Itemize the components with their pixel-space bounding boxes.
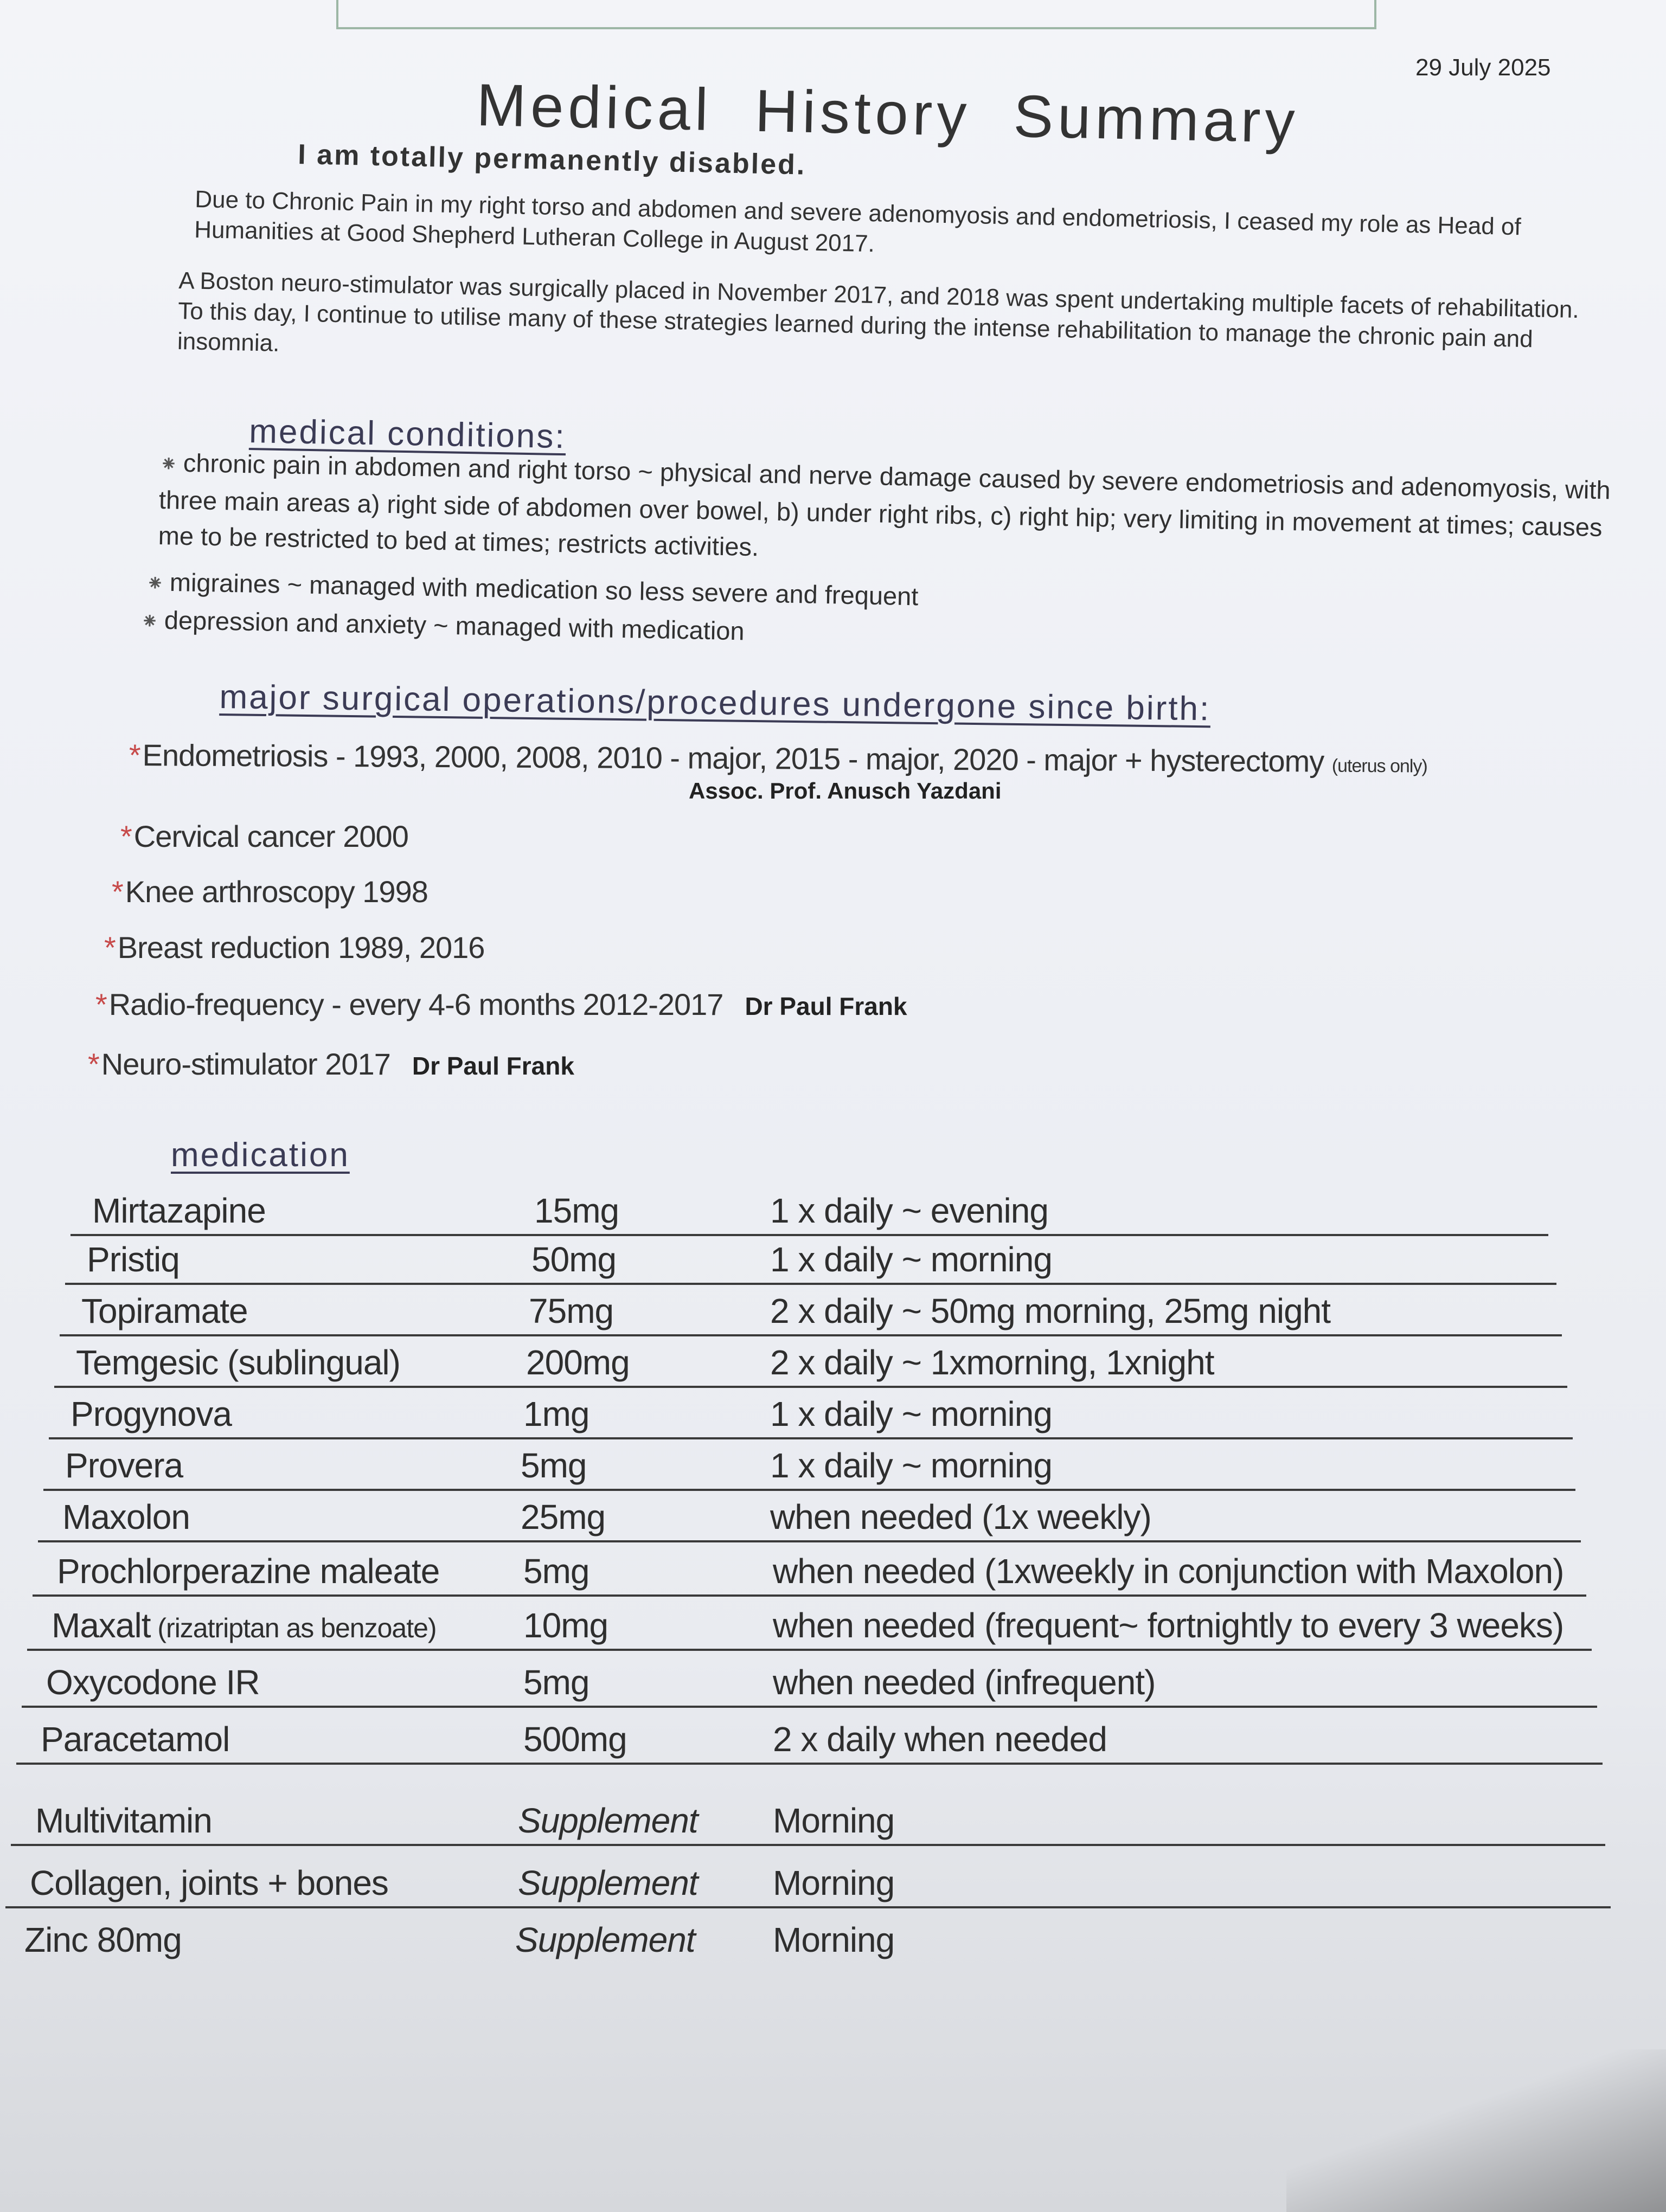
operation-text: Radio-frequency - every 4-6 months 2012-2017 — [108, 987, 723, 1021]
operation-text: Neuro-stimulator 2017 — [101, 1047, 390, 1081]
supplement-row — [0, 1914, 1666, 1965]
medication-dose: 75mg — [529, 1291, 614, 1330]
medication-frequency: 1 x daily ~ morning — [770, 1240, 1052, 1279]
operation-text: Endometriosis - 1993, 2000, 2008, 2010 - major, 2015 - major, 2020 - major + hysterectomy — [142, 738, 1324, 779]
medication-name: Prochlorperazine maleate — [57, 1552, 440, 1591]
medication-row — [65, 1233, 1556, 1285]
doctor-name: Dr Paul Frank — [745, 992, 907, 1020]
row-rule-line — [27, 1649, 1592, 1651]
medication-name: Progynova — [71, 1394, 232, 1433]
doctor-name: Dr Paul Frank — [412, 1052, 574, 1080]
bullet-icon: ⁕ — [145, 571, 165, 596]
medication-dose: 5mg — [523, 1552, 589, 1591]
medication-frequency: 1 x daily ~ morning — [770, 1394, 1052, 1433]
medication-name: Maxalt (rizatriptan as benzoate) — [52, 1606, 437, 1645]
medication-frequency: Morning — [773, 1801, 895, 1840]
medication-dose: 25mg — [521, 1497, 606, 1536]
medication-row — [38, 1491, 1581, 1542]
intro-paragraph: Due to Chronic Pain in my right torso and abdomen and severe adenomyosis and endometriosis, I ceased my role as Head of Humanities at Good Shepherd Lutheran College in August 2017. — [194, 185, 1522, 258]
medication-dose: 50mg — [531, 1240, 617, 1279]
operation-note: (uterus only) — [1331, 755, 1427, 777]
medication-frequency: 1 x daily ~ morning — [770, 1446, 1052, 1485]
medication-frequency: Morning — [773, 1920, 895, 1959]
conditions-heading: medical conditions: — [248, 412, 567, 456]
medication-frequency: 2 x daily ~ 1xmorning, 1xnight — [770, 1343, 1214, 1382]
medication-dose: 15mg — [534, 1191, 619, 1230]
medication-row — [60, 1285, 1562, 1336]
asterisk-icon: * — [104, 930, 116, 964]
medication-name: Zinc 80mg — [24, 1920, 182, 1959]
medication-row — [71, 1185, 1548, 1236]
condition-text: depression and anxiety ~ managed with medication — [164, 605, 745, 646]
supplement-row — [5, 1857, 1611, 1908]
medication-frequency: when needed (1xweekly in conjunction with Maxolon) — [773, 1552, 1564, 1591]
bullet-icon: ⁕ — [159, 452, 178, 477]
row-rule-line — [22, 1706, 1597, 1708]
medication-dose: 1mg — [523, 1394, 589, 1433]
condition-text: chronic pain in abdomen and right torso ~ physical and nerve damage caused by severe endometriosis and adenomyosis, with three main areas a) right side of abdomen over bowel, b) under right ribs, c) right hip; very limiting in movement at times; causes me to be restricted to bed at times; restricts activities. — [158, 448, 1611, 562]
supplement-row — [11, 1795, 1605, 1846]
asterisk-icon: * — [95, 987, 107, 1021]
bullet-icon: ⁕ — [140, 609, 159, 634]
operation-text: Knee arthroscopy 1998 — [125, 874, 428, 909]
asterisk-icon: * — [112, 874, 123, 909]
row-rule-line — [5, 1906, 1611, 1908]
medication-frequency: when needed (infrequent) — [773, 1663, 1156, 1702]
medication-name: Oxycodone IR — [46, 1663, 260, 1702]
medication-frequency: 2 x daily when needed — [773, 1720, 1107, 1759]
operation-text: Cervical cancer 2000 — [133, 819, 408, 853]
medication-row — [49, 1388, 1573, 1439]
medication-dose: Supplement — [518, 1863, 698, 1902]
row-rule-line — [16, 1763, 1603, 1765]
medication-name: Pristiq — [87, 1240, 180, 1279]
row-rule-line — [11, 1844, 1605, 1846]
medication-row — [54, 1336, 1567, 1388]
medication-frequency: when needed (1x weekly) — [770, 1497, 1151, 1536]
medication-frequency: Morning — [773, 1863, 895, 1902]
condition-text: migraines ~ managed with medication so less severe and frequent — [169, 567, 919, 611]
asterisk-icon: * — [88, 1047, 99, 1081]
medication-name-note: (rizatriptan as benzoate) — [150, 1613, 437, 1643]
medication-name: Topiramate — [81, 1291, 248, 1330]
medication-name: Provera — [65, 1446, 183, 1485]
medication-frequency: when needed (frequent~ fortnightly to every 3 weeks) — [773, 1606, 1564, 1645]
medication-frequency: 1 x daily ~ evening — [770, 1191, 1048, 1230]
medication-row — [22, 1656, 1597, 1708]
rehab-paragraph: A Boston neuro-stimulator was surgically placed in November 2017, and 2018 was spent undertaking multiple facets of rehabilitation. To this day, I continue to utilise many of these strategies learned during the intense rehabilitation to manage the chronic pain and insomnia. — [177, 267, 1580, 357]
medication-name: Paracetamol — [41, 1720, 230, 1759]
medication-row — [27, 1599, 1592, 1651]
asterisk-icon: * — [129, 738, 140, 773]
document-subtitle: I am totally permanently disabled. — [297, 138, 806, 181]
operations-heading: major surgical operations/procedures undergone since birth: — [219, 678, 1211, 728]
operation-text: Breast reduction 1989, 2016 — [117, 930, 485, 964]
medication-name: Temgesic (sublingual) — [76, 1343, 400, 1382]
medication-dose: 5mg — [521, 1446, 587, 1485]
medication-dose: Supplement — [515, 1920, 695, 1959]
medication-dose: 500mg — [523, 1720, 627, 1759]
medication-row — [33, 1545, 1586, 1597]
medication-name: Mirtazapine — [92, 1191, 266, 1230]
row-rule-line — [33, 1594, 1586, 1597]
medication-frequency: 2 x daily ~ 50mg morning, 25mg night — [770, 1291, 1331, 1330]
document-title: Medical History Summary — [476, 71, 1300, 156]
medication-dose: Supplement — [518, 1801, 698, 1840]
medication-row — [16, 1713, 1603, 1765]
medication-name: Multivitamin — [35, 1801, 212, 1840]
medication-heading: medication — [171, 1136, 350, 1174]
row-rule-line — [38, 1540, 1581, 1542]
document-date: 29 July 2025 — [1415, 54, 1551, 81]
asterisk-icon: * — [120, 819, 132, 853]
medication-dose: 10mg — [523, 1606, 608, 1645]
medication-dose: 5mg — [523, 1663, 589, 1702]
surgeon-name: Assoc. Prof. Anusch Yazdani — [689, 778, 1002, 803]
medication-name: Collagen, joints + bones — [30, 1863, 388, 1902]
medication-row — [43, 1439, 1575, 1491]
medication-dose: 200mg — [526, 1343, 630, 1382]
medication-name: Maxolon — [62, 1497, 190, 1536]
